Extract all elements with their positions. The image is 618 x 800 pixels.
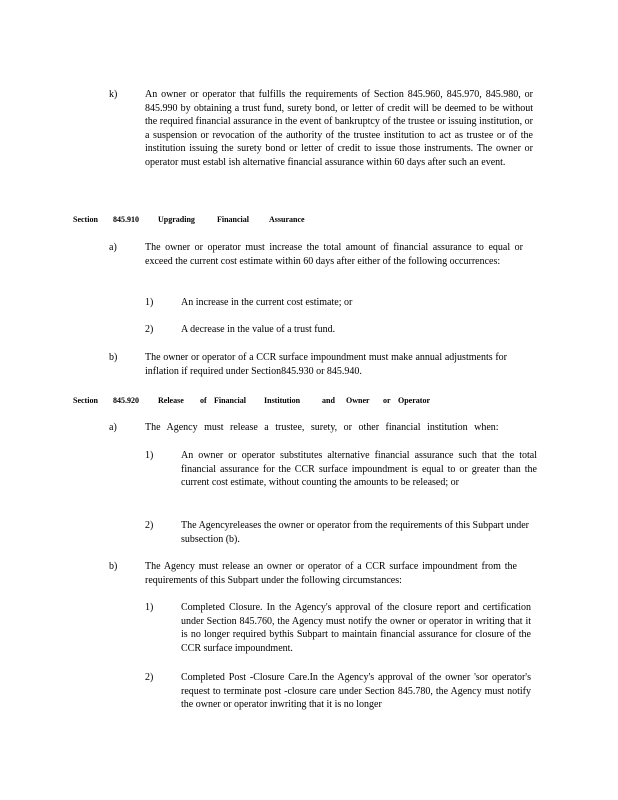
- section-920-b-2-label: 2): [145, 672, 154, 683]
- section-920-b-label: b): [109, 561, 118, 572]
- section-920-title-5: and: [322, 396, 335, 405]
- section-920-a-text: The Agency must release a trustee, surety, or other financial institution when:: [145, 422, 499, 433]
- section-920-b-text: The Agency must release an owner or operator of a CCR surface impoundment from the requirements of this Subpart under the following circumstances:: [145, 561, 517, 586]
- section-920-title-2: of: [200, 396, 207, 405]
- section-920-a-1-label: 1): [145, 450, 154, 461]
- section-920-b-1-text: Completed Closure. In the Agency's approval of the closure report and certification under Section 845.760, the Agency must notify the owner or operator in writing that it is no longer required bythis Subpart to maintain financial assurance for closure of the CCR surface impoundment.: [181, 602, 531, 654]
- section-920-a-2-text: The Agencyreleases the owner or operator from the requirements of this Subpart under subsection (b).: [181, 520, 529, 545]
- section-910-a-1-text: An increase in the current cost estimate; or: [181, 297, 353, 308]
- section-920-title-1: Release: [158, 396, 184, 405]
- section-910-b-text: The owner or operator of a CCR surface impoundment must make annual adjustments for inflation if required under Section845.930 or 845.940.: [145, 352, 507, 377]
- section-910-a-text: The owner or operator must increase the total amount of financial assurance to equal or exceed the current cost estimate within 60 days after either of the following occurrences:: [145, 242, 523, 267]
- section-910-title-3: Assurance: [269, 215, 305, 224]
- section-920-title-7: or: [383, 396, 391, 405]
- section-910-word: Section: [73, 215, 98, 224]
- section-910-a-2-label: 2): [145, 324, 154, 335]
- section-910-a-2-text: A decrease in the value of a trust fund.: [181, 324, 336, 335]
- subsection-k-text: An owner or operator that fulfills the requirements of Section 845.960, 845.970, 845.980, or 845.990 by obtaining a trust fund, surety bond, or letter of credit will be deemed to be without the required financial assurance in the event of bankruptcy of the trustee or issuing institution, or a suspension or revocation of the authority of the trustee institution to act as trustee or of the institution issuing the surety bond or letter of credit to issue those instruments. The owner or operator must establ ish alternative financial assurance within 60 days after such an event.: [145, 89, 533, 168]
- section-920-b-2-text: Completed Post -Closure Care.In the Agency's approval of the owner 'sor operator's request to terminate post -closure care under Section 845.780, the Agency must notify the owner or operator inwriting that it is no longer: [181, 672, 531, 711]
- section-910-title-2: Financial: [217, 215, 250, 224]
- section-910-b-label: b): [109, 352, 118, 363]
- section-920-title-4: Institution: [264, 396, 301, 405]
- section-920-b-1-label: 1): [145, 602, 154, 613]
- section-920-heading: [73, 395, 453, 407]
- subsection-label-k: k): [109, 89, 118, 100]
- section-920-a-1-text: An owner or operator substitutes alternative financial assurance such that the total financial assurance for the CCR surface impoundment is equal to or greater than the current cost estimate, without counting the amounts to be released; or: [181, 450, 537, 489]
- section-920-title-3: Financial: [214, 396, 247, 405]
- section-910-a-label: a): [109, 242, 117, 253]
- section-920-word: Section: [73, 396, 98, 405]
- section-920-a-label: a): [109, 422, 117, 433]
- section-920-number: 845.920: [113, 396, 139, 405]
- section-910-number: 845.910: [113, 215, 139, 224]
- section-910-title-1: Upgrading: [158, 215, 195, 224]
- section-920-title-8: Operator: [398, 396, 430, 405]
- section-910-a-1-label: 1): [145, 297, 154, 308]
- section-910-heading: [73, 214, 333, 226]
- section-920-a-2-label: 2): [145, 520, 154, 531]
- section-920-title-6: Owner: [346, 396, 370, 405]
